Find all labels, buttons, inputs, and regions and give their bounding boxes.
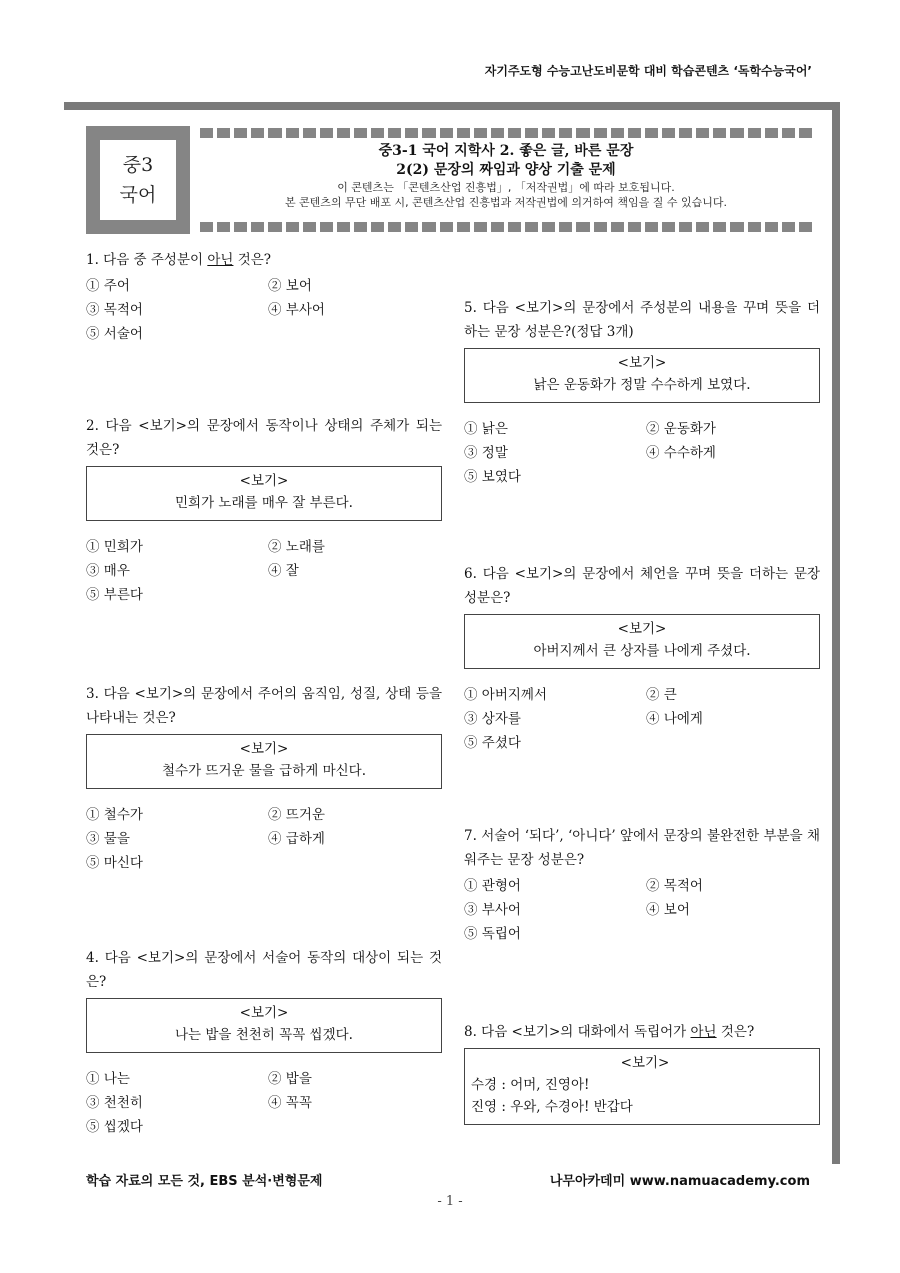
option: ③ 목적어 — [86, 302, 143, 318]
title-dash-bottom — [200, 222, 812, 232]
question-2 — [86, 414, 442, 607]
grade-label — [100, 140, 176, 220]
question-4-options — [86, 1067, 442, 1139]
question-1-emphasis: 아닌 — [207, 252, 234, 268]
option: ② 큰 — [646, 687, 677, 703]
option: ⑤ 주셨다 — [464, 735, 521, 751]
option: ④ 부사어 — [268, 302, 325, 318]
option: ① 민희가 — [86, 539, 143, 555]
footer-brand: 나무아카데미 www.namuacademy.com — [549, 1174, 810, 1189]
question-5 — [464, 296, 820, 489]
option: ⑤ 부른다 — [86, 587, 143, 603]
page-number: - 1 - — [437, 1194, 463, 1209]
bogi-sentence: 철수가 뜨거운 물을 급하게 마신다. — [161, 763, 367, 779]
option: ② 밥을 — [268, 1071, 312, 1087]
question-5-bogi-box — [464, 348, 820, 403]
question-2-options — [86, 535, 442, 607]
option: ③ 물을 — [86, 831, 130, 847]
question-8-emphasis: 아닌 — [690, 1024, 717, 1040]
copyright-notice-1: 이 콘텐츠는 「콘텐츠산업 진흥법」, 「저작권법」에 따라 보호됩니다. — [337, 181, 675, 194]
option: ③ 상자를 — [464, 711, 521, 727]
option: ④ 보어 — [646, 902, 690, 918]
option: ⑤ 서술어 — [86, 326, 143, 342]
option: ③ 부사어 — [464, 902, 521, 918]
option: ② 목적어 — [646, 878, 703, 894]
option: ③ 정말 — [464, 445, 508, 461]
bogi-title: <보기> — [239, 1005, 289, 1021]
grade-box — [86, 126, 190, 234]
question-6 — [464, 562, 820, 755]
option: ② 뜨거운 — [268, 807, 325, 823]
dialogue-line-2: 진영 : 우와, 수경아! 반갑다 — [471, 1099, 633, 1115]
question-3-bogi-box — [86, 734, 442, 789]
option: ④ 수수하게 — [646, 445, 716, 461]
option: ③ 매우 — [86, 563, 130, 579]
question-4 — [86, 946, 442, 1139]
grade-line-1: 중3 — [122, 154, 154, 176]
header-topline: 자기주도형 수능고난도비문학 대비 학습콘텐츠 ‘독학수능국어’ — [484, 64, 812, 78]
footer-tagline: 학습 자료의 모든 것, EBS 분석·변형문제 — [86, 1174, 323, 1189]
question-7 — [464, 824, 820, 946]
question-5-text: 5. 다음 <보기>의 문장에서 주성분의 내용을 꾸며 뜻을 더하는 문장 성분은?(정답 3개) — [464, 300, 820, 340]
option: ⑤ 독립어 — [464, 926, 521, 942]
question-6-text: 6. 다음 <보기>의 문장에서 체언을 꾸며 뜻을 더하는 문장 성분은? — [464, 566, 820, 606]
dialogue-line-1: 수경 : 어머, 진영아! — [471, 1077, 590, 1093]
bogi-sentence: 낡은 운동화가 정말 수수하게 보였다. — [533, 377, 751, 393]
option: ④ 꼭꼭 — [268, 1095, 312, 1111]
title-dash-top — [200, 128, 812, 138]
bogi-sentence: 나는 밥을 천천히 꼭꼭 씹겠다. — [175, 1027, 353, 1043]
option: ② 노래를 — [268, 539, 325, 555]
bogi-sentence: 민희가 노래를 매우 잘 부른다. — [175, 495, 353, 511]
document-subtitle: 2(2) 문장의 짜임과 양상 기출 문제 — [396, 162, 616, 178]
option: ① 관형어 — [464, 878, 521, 894]
question-3-options — [86, 803, 442, 875]
question-8-bogi-box — [464, 1048, 820, 1125]
option: ④ 급하게 — [268, 831, 325, 847]
option: ④ 잘 — [268, 563, 299, 579]
option: ⑤ 씹겠다 — [86, 1119, 143, 1135]
question-3-text: 3. 다음 <보기>의 문장에서 주어의 움직임, 성질, 상태 등을 나타내는 것은? — [86, 686, 442, 726]
question-3 — [86, 682, 442, 875]
question-2-bogi-box — [86, 466, 442, 521]
frame-right-bar — [832, 102, 840, 1164]
option: ③ 천천히 — [86, 1095, 143, 1111]
option: ⑤ 마신다 — [86, 855, 143, 871]
grade-line-2: 국어 — [119, 184, 157, 206]
bogi-title: <보기> — [239, 473, 289, 489]
option: ⑤ 보였다 — [464, 469, 521, 485]
question-1-text: 1. 다음 중 주성분이 아닌 것은? — [86, 252, 272, 268]
bogi-sentence: 아버지께서 큰 상자를 나에게 주셨다. — [533, 643, 751, 659]
option: ① 아버지께서 — [464, 687, 547, 703]
question-1 — [86, 248, 442, 346]
option: ① 낡은 — [464, 421, 508, 437]
question-5-options — [464, 417, 820, 489]
bogi-title: <보기> — [617, 355, 667, 371]
option: ① 철수가 — [86, 807, 143, 823]
question-6-options — [464, 683, 820, 755]
question-2-text: 2. 다음 <보기>의 문장에서 동작이나 상태의 주체가 되는 것은? — [86, 418, 442, 458]
question-4-bogi-box — [86, 998, 442, 1053]
question-7-options — [464, 874, 820, 946]
question-8-text: 8. 다음 <보기>의 대화에서 독립어가 아닌 것은? — [464, 1024, 755, 1040]
title-block — [200, 142, 812, 210]
bogi-title: <보기> — [620, 1055, 670, 1071]
frame-top-bar — [64, 102, 840, 110]
question-7-text: 7. 서술어 ‘되다’, ‘아니다’ 앞에서 문장의 불완전한 부분을 채워주는 문장 성분은? — [464, 828, 820, 868]
question-4-text: 4. 다음 <보기>의 문장에서 서술어 동작의 대상이 되는 것은? — [86, 950, 442, 990]
question-6-bogi-box — [464, 614, 820, 669]
document-title: 중3-1 국어 지학사 2. 좋은 글, 바른 문장 — [378, 143, 634, 159]
option: ② 보어 — [268, 278, 312, 294]
question-8 — [464, 1020, 820, 1131]
bogi-title: <보기> — [617, 621, 667, 637]
option: ① 나는 — [86, 1071, 130, 1087]
option: ② 운동화가 — [646, 421, 716, 437]
copyright-notice-2: 본 콘텐츠의 무단 배포 시, 콘텐츠산업 진흥법과 저작권법에 의거하여 책임을 질 수 있습니다. — [284, 196, 728, 209]
option: ④ 나에게 — [646, 711, 703, 727]
question-1-options — [86, 274, 442, 346]
bogi-title: <보기> — [239, 741, 289, 757]
option: ① 주어 — [86, 278, 130, 294]
